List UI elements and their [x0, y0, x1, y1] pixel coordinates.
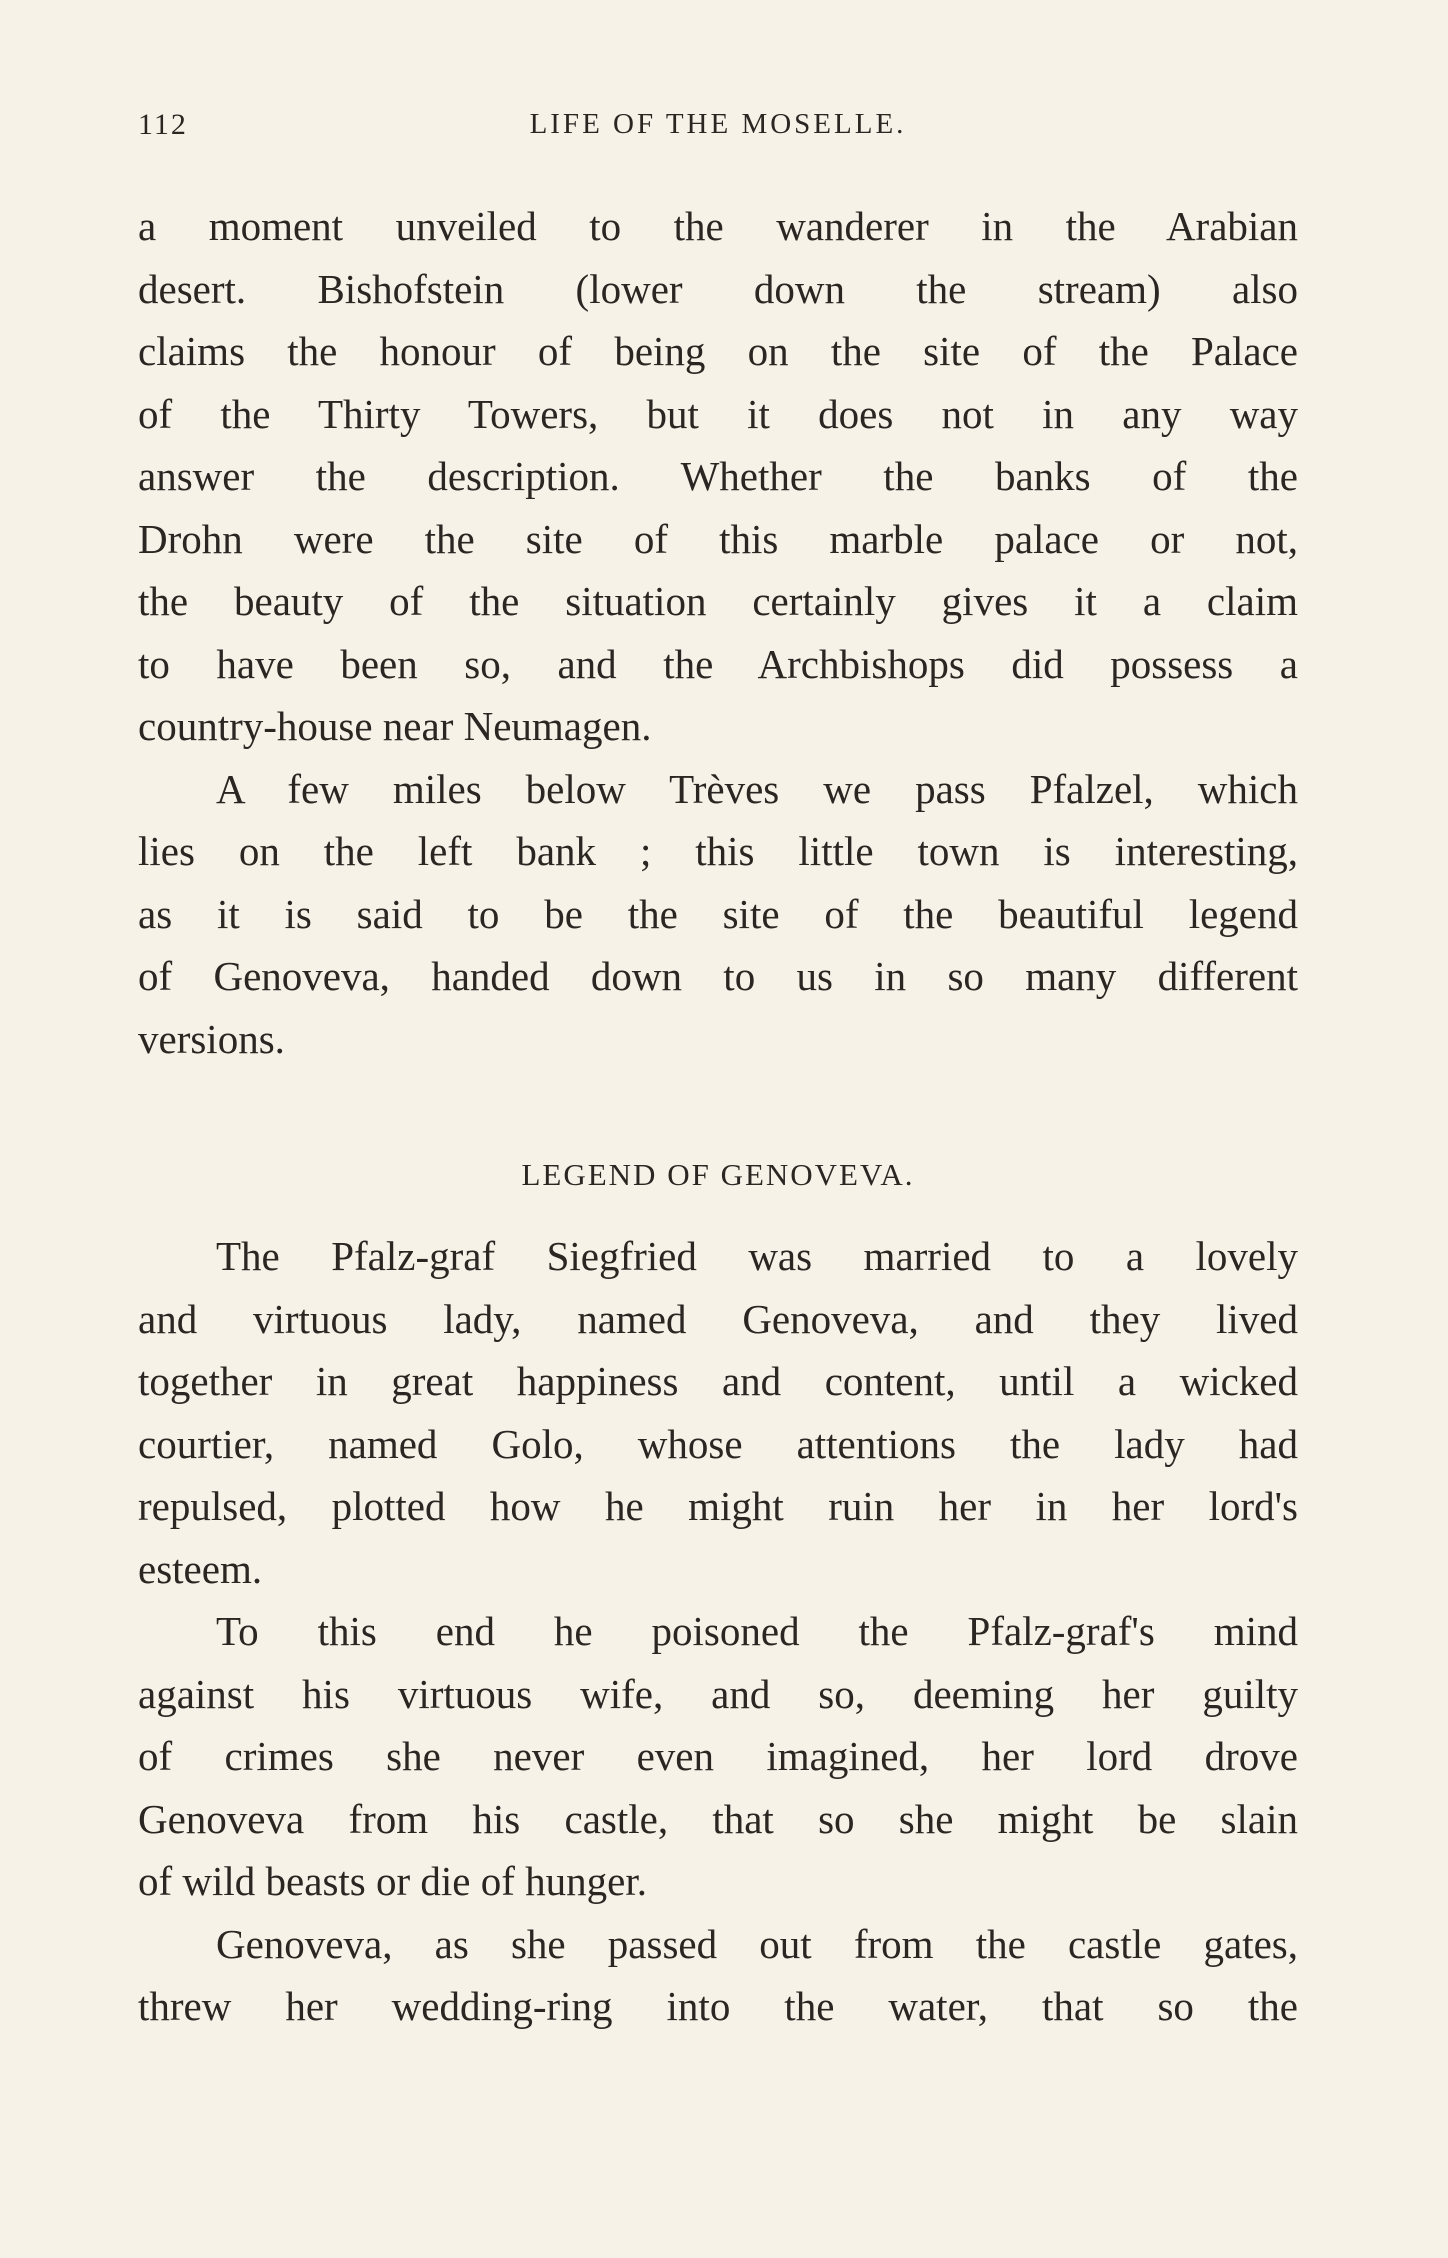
text-line: the beauty of the situation certainly gives it a claim — [138, 578, 1298, 624]
text-line: claims the honour of being on the site of the Palace — [138, 328, 1298, 374]
text-line: against his virtuous wife, and so, deeming her guilty — [138, 1670, 1298, 1717]
body-text-before-heading — [138, 195, 1298, 1070]
paragraph — [138, 1225, 1298, 1600]
text-line: Genoveva from his castle, that so she might be slain — [138, 1795, 1298, 1842]
text-line: Genoveva, as she passed out from the castle gates, — [216, 1920, 1298, 1967]
running-head — [138, 108, 1298, 156]
text-line: The Pfalz-graf Siegfried was married to a lovely — [216, 1233, 1298, 1279]
text-line: threw her wedding-ring into the water, that so the — [138, 1983, 1298, 2029]
section-heading: LEGEND OF GENOVEVA. — [521, 1157, 915, 1192]
text-line: together in great happiness and content, until a wicked — [138, 1358, 1298, 1404]
text-line: To this end he poisoned the Pfalz-graf's mind — [216, 1608, 1298, 1654]
paragraph — [138, 1600, 1298, 1913]
text-line: answer the description. Whether the banks of the — [138, 453, 1298, 499]
text-line: and virtuous lady, named Genoveva, and they lived — [138, 1295, 1298, 1342]
body-text-after-heading — [138, 1225, 1298, 2038]
text-line: versions. — [138, 1015, 285, 1062]
text-line: of crimes she never even imagined, her lord drove — [138, 1733, 1298, 1779]
text-line: A few miles below Trèves we pass Pfalzel, which — [216, 765, 1298, 812]
text-line: country-house near Neumagen. — [138, 703, 652, 749]
text-line: as it is said to be the site of the beautiful legend — [138, 890, 1298, 937]
text-line: a moment unveiled to the wanderer in the Arabian — [138, 203, 1298, 249]
running-title: LIFE OF THE MOSELLE. — [529, 108, 907, 140]
text-line: desert. Bishofstein (lower down the stream) also — [138, 265, 1298, 312]
text-line: of wild beasts or die of hunger. — [138, 1858, 647, 1904]
paragraph — [138, 195, 1298, 758]
text-line: of the Thirty Towers, but it does not in any way — [138, 390, 1298, 437]
text-line: courtier, named Golo, whose attentions the lady had — [138, 1420, 1298, 1467]
text-line: to have been so, and the Archbishops did possess a — [138, 640, 1298, 687]
page-number: 112 — [138, 108, 188, 141]
paragraph — [138, 1913, 1298, 2038]
text-line: repulsed, plotted how he might ruin her in her lord's — [138, 1483, 1298, 1529]
text-line: esteem. — [138, 1545, 263, 1592]
paragraph — [138, 758, 1298, 1071]
text-line: of Genoveva, handed down to us in so many different — [138, 953, 1298, 999]
text-line: lies on the left bank ; this little town is interesting, — [138, 828, 1298, 874]
text-line: Drohn were the site of this marble palace or not, — [138, 515, 1298, 562]
